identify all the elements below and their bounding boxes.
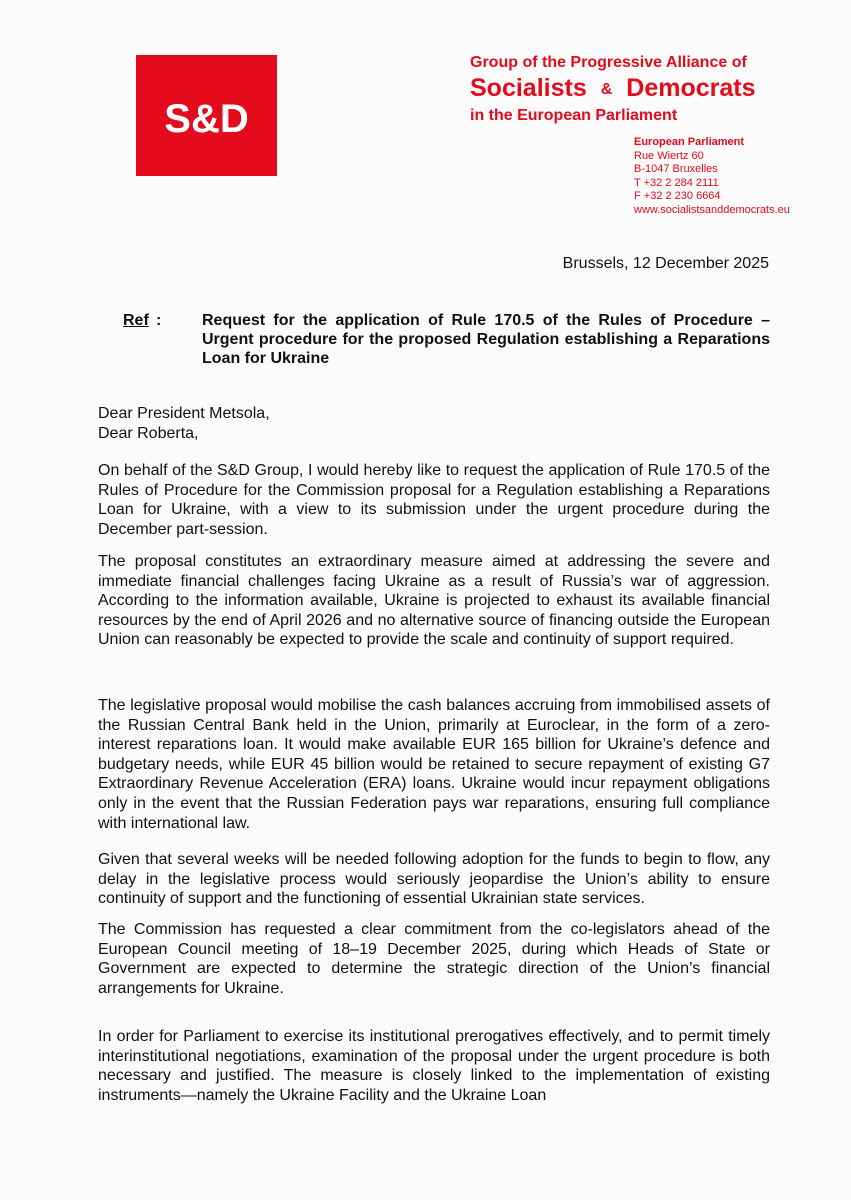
address-web: www.socialistsanddemocrats.eu bbox=[634, 203, 790, 216]
paragraph-text: In order for Parliament to exercise its institutional prerogatives effectively, and to permit timely interinstitutional negotiations, examination of the proposal under the urgent procedure is both necessary and justified. The measure is closely linked to the implementation of existing instruments—namely the Ukraine Facility and the Ukraine Loan bbox=[98, 1028, 770, 1104]
letter-date: Brussels, 12 December 2025 bbox=[562, 255, 769, 272]
paragraph-6 bbox=[98, 1027, 770, 1105]
sd-logo bbox=[136, 55, 277, 176]
paragraph-text: The proposal constitutes an extraordinary measure aimed at addressing the severe and immediate financial challenges facing Ukraine as a result of Russia’s war of aggression. According to the information available, Ukraine is projected to exhaust its available financial resources by the end of April 2026 and no alternative source of financing outside the European Union can reasonably be expected to provide the scale and continuity of support required. bbox=[98, 553, 770, 649]
paragraph-1 bbox=[98, 461, 770, 539]
paragraph-text: The legislative proposal would mobilise the cash balances accruing from immobilised assets of the Russian Central Bank held in the Union, primarily at Euroclear, in the form of a zero-interest reparations loan. It would make available EUR 165 billion for Ukraine’s defence and budgetary needs, while EUR 45 billion would be retained to secure repayment of existing G7 Extraordinary Revenue Acceleration (ERA) loans. Ukraine would incur repayment obligations only in the event that the Russian Federation pays war reparations, ensuring full compliance with international law. bbox=[98, 697, 770, 832]
organization-name bbox=[470, 53, 830, 127]
paragraph-text: The Commission has requested a clear commitment from the co-legislators ahead of the European Council meeting of 18–19 December 2025, during which Heads of State or Government are expected to determine the strategic direction of the Union’s financial arrangements for Ukraine. bbox=[98, 921, 770, 997]
logo-text: S&D bbox=[164, 97, 249, 141]
paragraph-5 bbox=[98, 920, 770, 998]
ref-label: Ref bbox=[123, 312, 149, 329]
salutation-line-1: Dear President Metsola, bbox=[98, 405, 270, 422]
org-line-3: in the European Parliament bbox=[470, 107, 678, 124]
address-street: Rue Wiertz 60 bbox=[634, 149, 704, 162]
address-fax: F +32 2 230 6664 bbox=[634, 190, 721, 202]
org-democrats: Democrats bbox=[626, 74, 756, 102]
paragraph-3 bbox=[98, 696, 770, 833]
org-line-2 bbox=[470, 73, 830, 105]
paragraph-4 bbox=[98, 850, 770, 909]
ref-subject: Request for the application of Rule 170.5 of the Rules of Procedure – Urgent procedure for the proposed Regulation establishing a Reparations Loan for Ukraine bbox=[202, 312, 770, 367]
address-city: B-1047 Bruxelles bbox=[634, 163, 718, 175]
org-line-1: Group of the Progressive Alliance of bbox=[470, 54, 747, 71]
paragraph-text: Given that several weeks will be needed following adoption for the funds to begin to flow, any delay in the legislative process would seriously jeopardise the Union’s ability to ensure continuity of support and the functioning of essential Ukrainian state services. bbox=[98, 851, 770, 908]
paragraph-2 bbox=[98, 552, 770, 650]
ref-colon: : bbox=[156, 312, 162, 329]
paragraph-text: On behalf of the S&D Group, I would hereby like to request the application of Rule 170.5 of the Rules of Procedure for the Commission proposal for a Regulation establishing a Reparations Loan for Ukraine, with a view to its submission under the urgent procedure during the December part-session. bbox=[98, 462, 770, 538]
salutation-line-2: Dear Roberta, bbox=[98, 425, 199, 442]
org-ampersand: & bbox=[600, 81, 613, 98]
address-block bbox=[634, 136, 790, 217]
salutation bbox=[98, 404, 270, 444]
org-socialists: Socialists bbox=[470, 74, 587, 102]
address-name: European Parliament bbox=[634, 136, 745, 148]
address-tel: T +32 2 284 2111 bbox=[634, 176, 719, 189]
